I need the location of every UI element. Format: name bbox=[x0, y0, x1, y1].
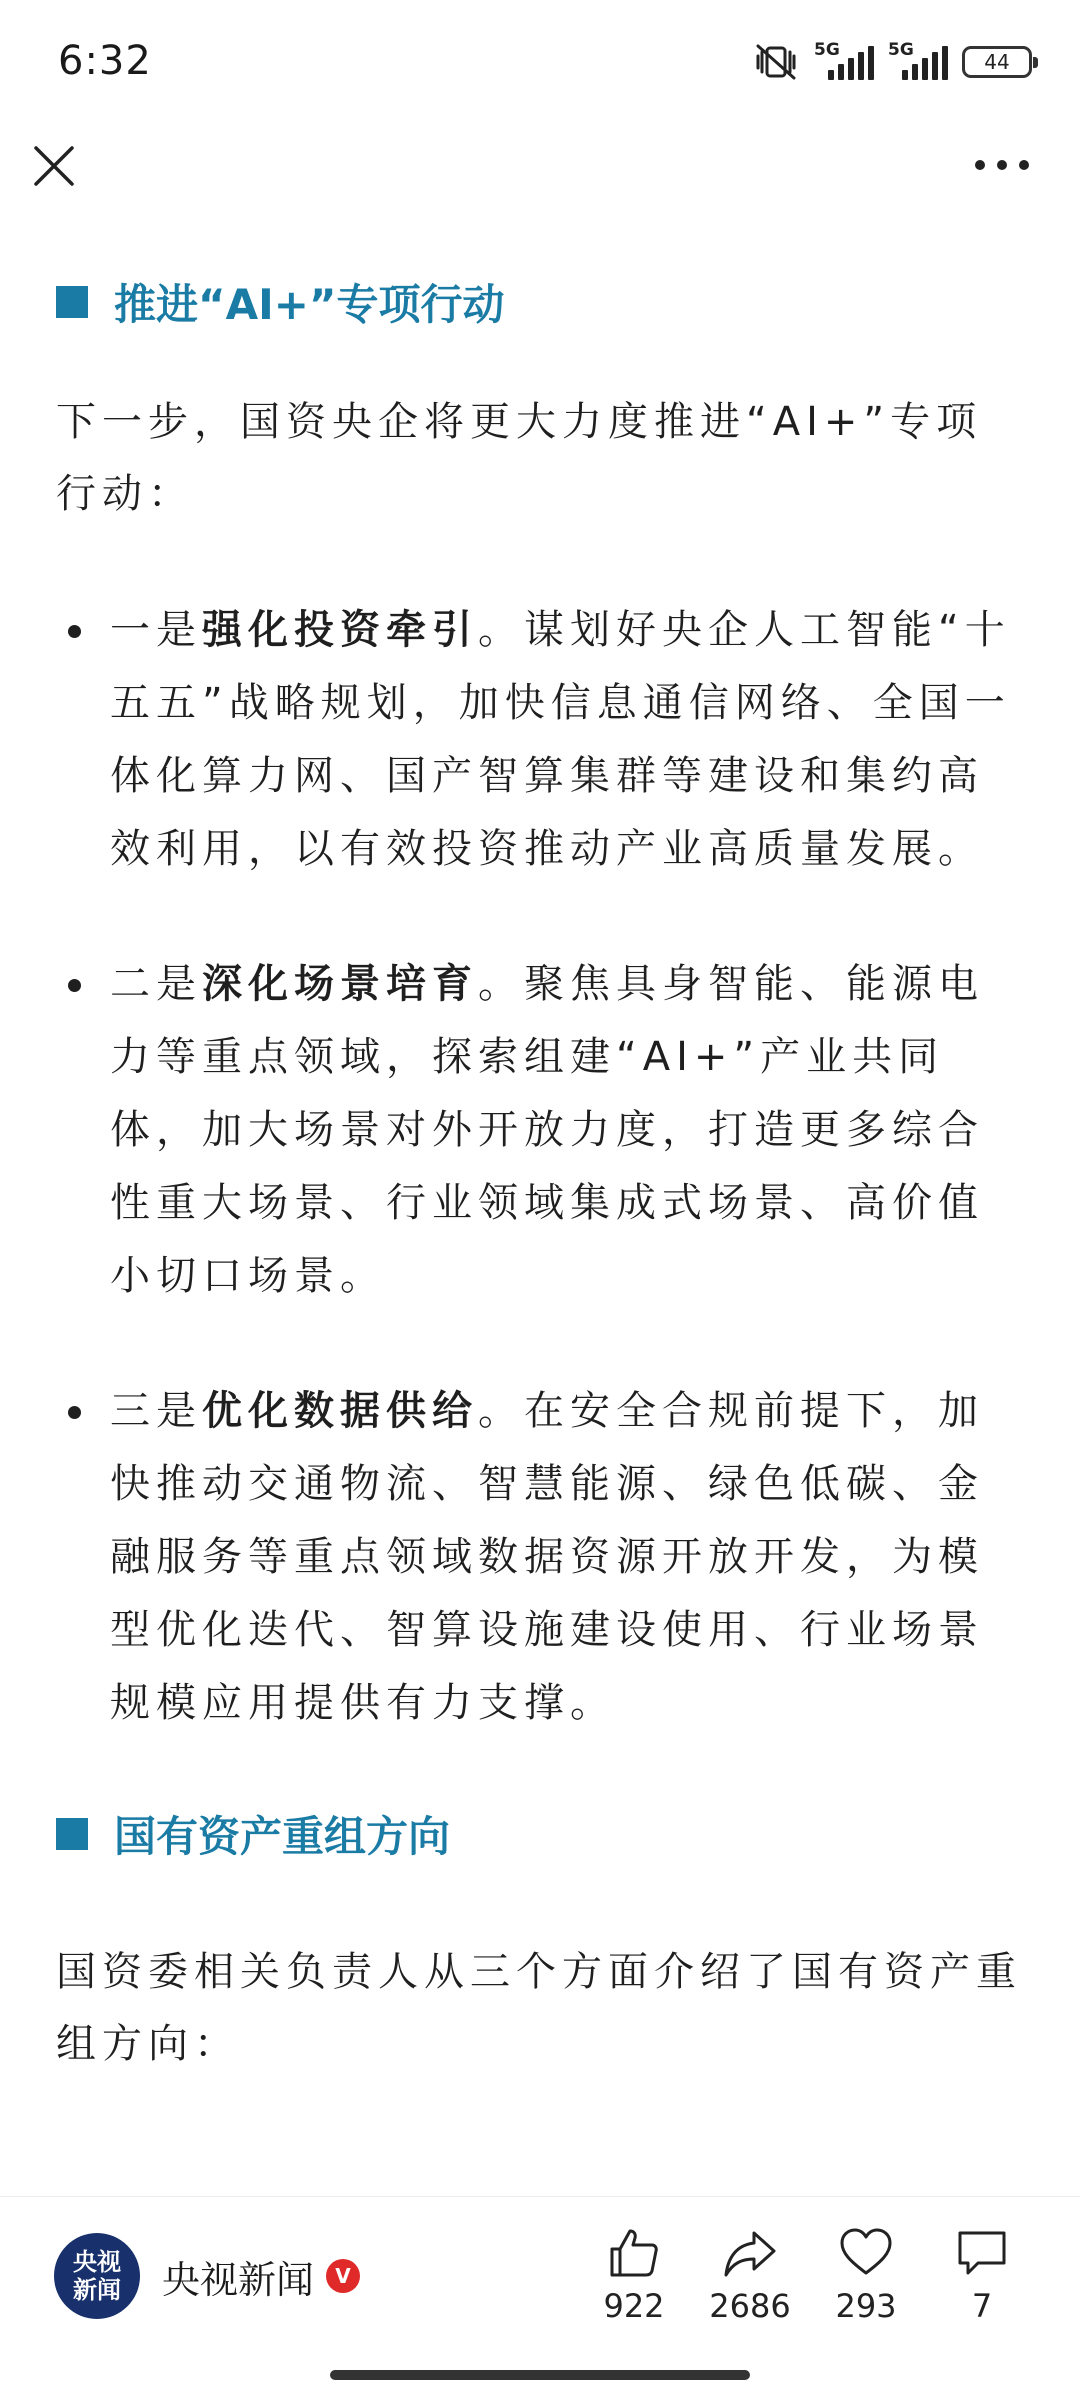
top-nav bbox=[0, 120, 1080, 220]
thumbs-up-icon bbox=[606, 2225, 662, 2281]
like-button[interactable] bbox=[576, 2225, 692, 2325]
section-heading-text: 国有资产重组方向 bbox=[114, 1812, 451, 1861]
bullet-text: 。谋划好央企人工智能“十五五”战略规划，加快信息通信网络、全国一体化算力网、国产智算集群等建设和集约高效利用，以有效投资推动产业高质量发展。 bbox=[110, 607, 1011, 872]
share-button[interactable] bbox=[692, 2225, 808, 2325]
bullet-bold: 优化数据供给 bbox=[202, 1388, 478, 1434]
section-heading-text: 推进“AI+”专项行动 bbox=[114, 280, 505, 329]
bullet-bold: 强化投资牵引 bbox=[202, 607, 478, 653]
battery-icon bbox=[962, 46, 1032, 78]
close-icon bbox=[28, 140, 80, 192]
signal-icon-sim2 bbox=[888, 42, 948, 82]
verified-badge-icon: V bbox=[326, 2259, 360, 2293]
article-body bbox=[56, 270, 1026, 2080]
intro-paragraph: 下一步，国资央企将更大力度推进“AI+”专项行动： bbox=[56, 399, 983, 517]
section-heading-restructuring bbox=[56, 1802, 1026, 1866]
list-item bbox=[56, 948, 1026, 1313]
status-time: 6:32 bbox=[58, 38, 152, 84]
status-icons bbox=[752, 40, 1032, 84]
action-group bbox=[576, 2225, 1040, 2325]
home-indicator[interactable] bbox=[330, 2370, 750, 2380]
section-heading-ai-plus bbox=[56, 270, 1026, 334]
comment-icon bbox=[954, 2225, 1010, 2281]
avatar[interactable] bbox=[54, 2233, 140, 2319]
sim2-network-label: 5G bbox=[888, 40, 914, 60]
more-button[interactable] bbox=[972, 150, 1032, 180]
bullet-text: 。聚焦具身智能、能源电力等重点领域，探索组建“AI+”产业共同体，加大场景对外开放力度，打造更多综合性重大场景、行业领域集成式场景、高价值小切口场景。 bbox=[110, 961, 984, 1299]
favorite-button[interactable] bbox=[808, 2225, 924, 2325]
heading-marker-icon bbox=[56, 286, 88, 318]
share-icon bbox=[722, 2225, 778, 2281]
share-count: 2686 bbox=[709, 2287, 791, 2325]
list-item bbox=[56, 594, 1026, 886]
battery-level: 44 bbox=[984, 50, 1010, 74]
bullet-prefix: 二是 bbox=[110, 961, 202, 1007]
close-button[interactable] bbox=[28, 140, 80, 192]
bullet-bold: 深化场景培育 bbox=[202, 961, 478, 1007]
list-item bbox=[56, 1375, 1026, 1740]
comment-button[interactable] bbox=[924, 2225, 1040, 2325]
status-bar bbox=[0, 0, 1080, 120]
bullet-prefix: 一是 bbox=[110, 607, 202, 653]
source-name[interactable]: 央视新闻 bbox=[162, 2257, 315, 2302]
avatar-line2: 新闻 bbox=[73, 2276, 121, 2304]
bullet-list bbox=[56, 594, 1026, 1740]
source-account[interactable] bbox=[54, 2233, 360, 2319]
restructuring-paragraph: 国资委相关负责人从三个方面介绍了国有资产重组方向： bbox=[56, 1949, 1022, 2067]
favorite-count: 293 bbox=[835, 2287, 897, 2325]
heading-marker-icon bbox=[56, 1818, 88, 1850]
avatar-line1: 央视 bbox=[73, 2248, 121, 2276]
more-icon bbox=[972, 150, 1032, 180]
comment-count: 7 bbox=[971, 2287, 993, 2325]
mute-vibrate-icon bbox=[752, 42, 800, 82]
sim1-network-label: 5G bbox=[814, 40, 840, 60]
signal-icon-sim1 bbox=[814, 42, 874, 82]
bullet-prefix: 三是 bbox=[110, 1388, 202, 1434]
bullet-text: 。在安全合规前提下，加快推动交通物流、智慧能源、绿色低碳、金融服务等重点领域数据资源开放开发，为模型优化迭代、智算设施建设使用、行业场景规模应用提供有力支撑。 bbox=[110, 1388, 984, 1726]
heart-icon bbox=[838, 2225, 894, 2281]
like-count: 922 bbox=[603, 2287, 665, 2325]
